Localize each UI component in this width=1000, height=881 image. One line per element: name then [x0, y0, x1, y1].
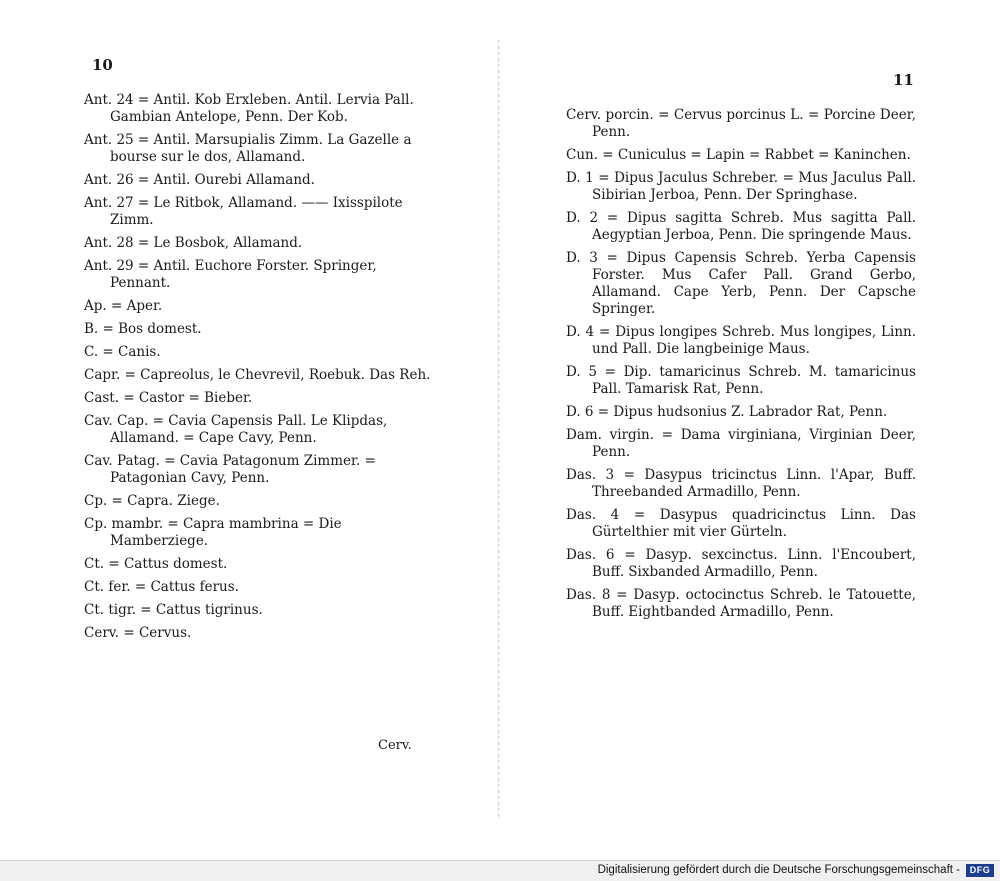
dictionary-entry: D. 2 = Dipus sagitta Schreb. Mus sagitta Pall. Aegyptian Jerboa, Penn. Die springende Maus. — [566, 210, 916, 243]
dictionary-entry: D. 1 = Dipus Jaculus Schreber. = Mus Jaculus Pall. Sibirian Jerboa, Penn. Der Springhase. — [566, 170, 916, 203]
dictionary-entry: Das. 8 = Dasyp. octocinctus Schreb. le Tatouette, Buff. Eightbanded Armadillo, Penn. — [566, 587, 916, 620]
dictionary-entry: Das. 3 = Dasypus tricinctus Linn. l'Apar, Buff. Threebanded Armadillo, Penn. — [566, 467, 916, 500]
dictionary-entry: Das. 6 = Dasyp. sexcinctus. Linn. l'Encoubert, Buff. Sixbanded Armadillo, Penn. — [566, 547, 916, 580]
dictionary-entry: Ap. = Aper. — [84, 298, 163, 314]
catchword: Cerv. — [378, 738, 412, 753]
dictionary-entry: Ct. fer. = Cattus ferus. — [84, 579, 239, 595]
dictionary-entry: Cp. mambr. = Capra mambrina = Die Mamberziege. — [84, 516, 342, 549]
dictionary-entry: Cast. = Castor = Bieber. — [84, 390, 253, 406]
footer-bar — [0, 860, 1000, 881]
dictionary-entry: Cp. = Capra. Ziege. — [84, 493, 220, 509]
funding-notice: Digitalisierung gefördert durch die Deutsche Forschungsgemeinschaft - — [597, 864, 960, 876]
dictionary-entry: Cav. Cap. = Cavia Capensis Pall. Le Klipdas, Allamand. = Cape Cavy, Penn. — [84, 413, 388, 446]
dictionary-entry: C. = Canis. — [84, 344, 161, 360]
dictionary-entry: Cav. Patag. = Cavia Patagonum Zimmer. = Patagonian Cavy, Penn. — [84, 453, 376, 486]
dictionary-entry: D. 4 = Dipus longipes Schreb. Mus longipes, Linn. und Pall. Die langbeinige Maus. — [566, 324, 916, 357]
entry-list — [566, 107, 916, 627]
page-number: 10 — [92, 56, 113, 74]
page-number: 11 — [893, 71, 914, 89]
dictionary-entry: Cerv. porcin. = Cervus porcinus L. = Porcine Deer, Penn. — [566, 107, 916, 140]
dictionary-entry: Ant. 28 = Le Bosbok, Allamand. — [84, 235, 303, 251]
dictionary-entry: Ant. 24 = Antil. Kob Erxleben. Antil. Lervia Pall. Gambian Antelope, Penn. Der Kob. — [84, 92, 414, 125]
dictionary-entry: B. = Bos domest. — [84, 321, 202, 337]
right-page — [500, 0, 1000, 861]
dfg-logo: DFG — [966, 864, 994, 877]
dictionary-entry: Dam. virgin. = Dama virginiana, Virginian Deer, Penn. — [566, 427, 916, 460]
dictionary-entry: Cun. = Cuniculus = Lapin = Rabbet = Kaninchen. — [566, 147, 911, 163]
dictionary-entry: D. 5 = Dip. tamaricinus Schreb. M. tamaricinus Pall. Tamarisk Rat, Penn. — [566, 364, 916, 397]
dictionary-entry: Ant. 27 = Le Ritbok, Allamand. —— Ixisspilote Zimm. — [84, 195, 403, 228]
dictionary-entry: Das. 4 = Dasypus quadricinctus Linn. Das Gürtelthier mit vier Gürteln. — [566, 507, 916, 540]
dictionary-entry: D. 3 = Dipus Capensis Schreb. Yerba Capensis Forster. Mus Cafer Pall. Grand Gerbo, Allamand. Cape Yerb, Penn. Der Capsche Springer. — [566, 250, 916, 317]
left-page — [0, 0, 500, 861]
dictionary-entry: Ant. 29 = Antil. Euchore Forster. Springer, Pennant. — [84, 258, 377, 291]
dictionary-entry: D. 6 = Dipus hudsonius Z. Labrador Rat, Penn. — [566, 404, 888, 420]
dictionary-entry: Ant. 25 = Antil. Marsupialis Zimm. La Gazelle a bourse sur le dos, Allamand. — [84, 132, 412, 165]
dictionary-entry: Ct. = Cattus domest. — [84, 556, 228, 572]
dictionary-entry: Ct. tigr. = Cattus tigrinus. — [84, 602, 263, 618]
dictionary-entry: Ant. 26 = Antil. Ourebi Allamand. — [84, 172, 315, 188]
entry-list — [84, 92, 436, 648]
dictionary-entry: Cerv. = Cervus. — [84, 625, 192, 641]
dictionary-entry: Capr. = Capreolus, le Chevrevil, Roebuk. Das Reh. — [84, 367, 431, 383]
